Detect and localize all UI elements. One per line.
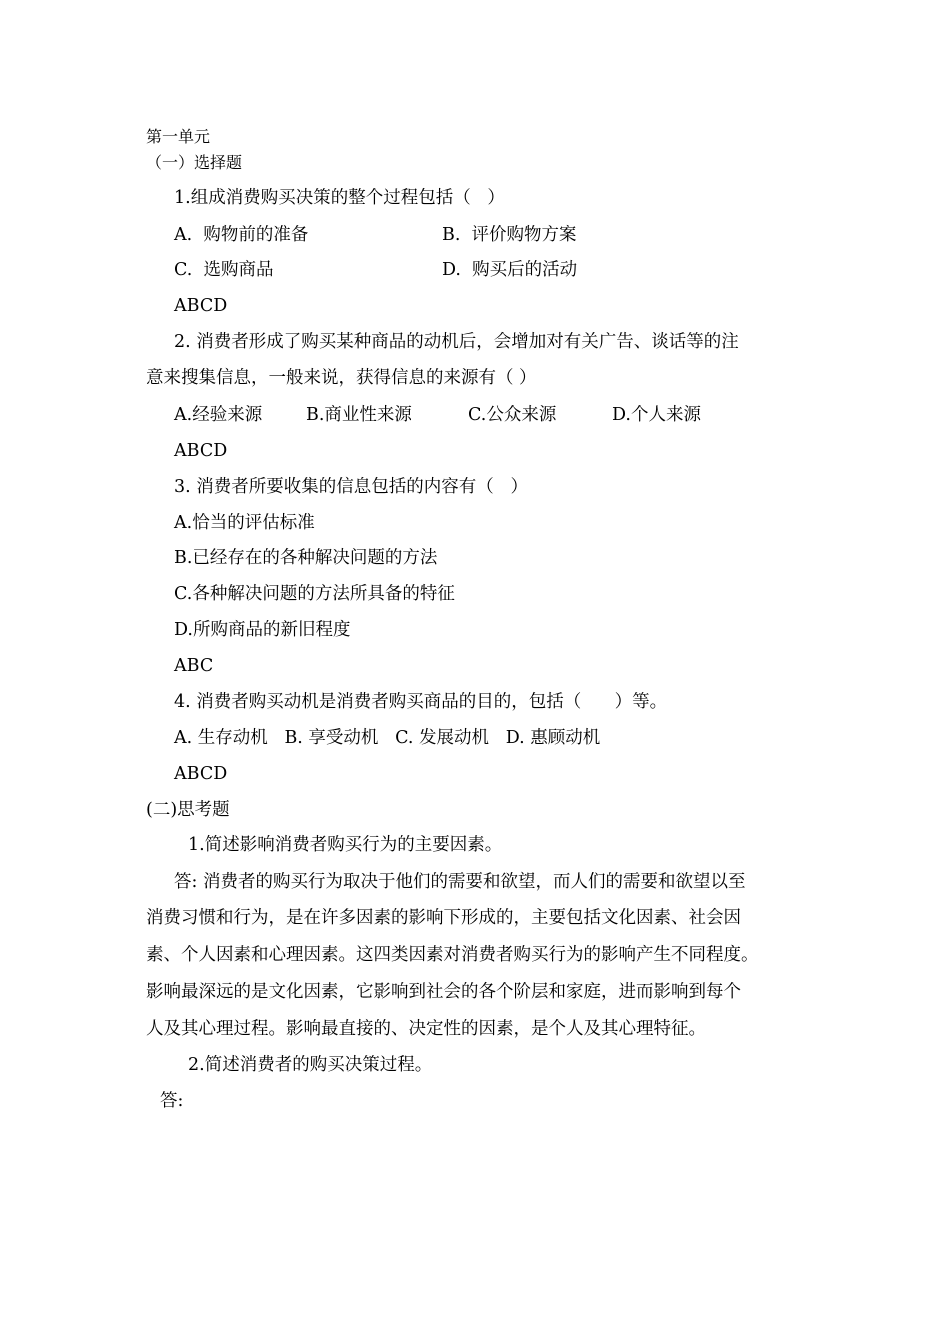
essay-question-1: 1.简述影响消费者购买行为的主要因素。 bbox=[188, 835, 503, 855]
question-2-stem-line-1: 2. 消费者形成了购买某种商品的动机后，会增加对有关广告、谈话等的注 bbox=[174, 332, 739, 352]
question-4-stem: 4. 消费者购买动机是消费者购买商品的目的，包括（ ）等。 bbox=[174, 692, 668, 712]
question-1-option-a: A. 购物前的准备 bbox=[174, 225, 309, 245]
question-1-answer: ABCD bbox=[174, 296, 228, 316]
question-4-answer: ABCD bbox=[174, 764, 228, 784]
essay-answer-1-line-5: 人及其心理过程。影响最直接的、决定性的因素，是个人及其心理特征。 bbox=[146, 1019, 706, 1039]
question-2-option-d: D.个人来源 bbox=[612, 405, 701, 425]
essay-answer-2-label: 答: bbox=[160, 1091, 184, 1111]
question-1-option-c: C. 选购商品 bbox=[174, 260, 274, 280]
question-3-stem: 3. 消费者所要收集的信息包括的内容有（ ） bbox=[174, 477, 528, 497]
question-1-option-b: B. 评价购物方案 bbox=[442, 225, 577, 245]
question-2-option-c: C.公众来源 bbox=[468, 405, 557, 425]
question-1-stem: 1.组成消费购买决策的整个过程包括（ ） bbox=[174, 188, 505, 208]
essay-answer-1-line-4: 影响最深远的是文化因素，它影响到社会的各个阶层和家庭，进而影响到每个 bbox=[146, 982, 741, 1002]
question-3-option-d: D.所购商品的新旧程度 bbox=[174, 620, 351, 640]
question-4-options: A. 生存动机 B. 享受动机 C. 发展动机 D. 惠顾动机 bbox=[174, 728, 601, 748]
unit-title: 第一单元 bbox=[146, 127, 211, 146]
section-2-title: (二)思考题 bbox=[146, 800, 230, 820]
essay-answer-1-line-2: 消费习惯和行为，是在许多因素的影响下形成的，主要包括文化因素、社会因 bbox=[146, 908, 741, 928]
question-3-answer: ABC bbox=[174, 656, 214, 676]
question-3-option-a: A.恰当的评估标准 bbox=[174, 513, 315, 533]
question-3-option-b: B.已经存在的各种解决问题的方法 bbox=[174, 548, 438, 568]
question-2-option-b: B.商业性来源 bbox=[306, 405, 412, 425]
question-2-answer: ABCD bbox=[174, 441, 228, 461]
question-3-option-c: C.各种解决问题的方法所具备的特征 bbox=[174, 584, 455, 604]
question-2-stem-line-2: 意来搜集信息，一般来说，获得信息的来源有（ ） bbox=[146, 368, 537, 388]
essay-question-2: 2.简述消费者的购买决策过程。 bbox=[188, 1055, 433, 1075]
section-1-title: （一）选择题 bbox=[146, 153, 243, 172]
essay-answer-1-line-1: 答: 消费者的购买行为取决于他们的需要和欲望，而人们的需要和欲望以至 bbox=[174, 872, 746, 892]
question-2-option-a: A.经验来源 bbox=[174, 405, 263, 425]
question-1-option-d: D. 购买后的活动 bbox=[442, 260, 578, 280]
essay-answer-1-line-3: 素、个人因素和心理因素。这四类因素对消费者购买行为的影响产生不同程度。 bbox=[146, 945, 759, 965]
